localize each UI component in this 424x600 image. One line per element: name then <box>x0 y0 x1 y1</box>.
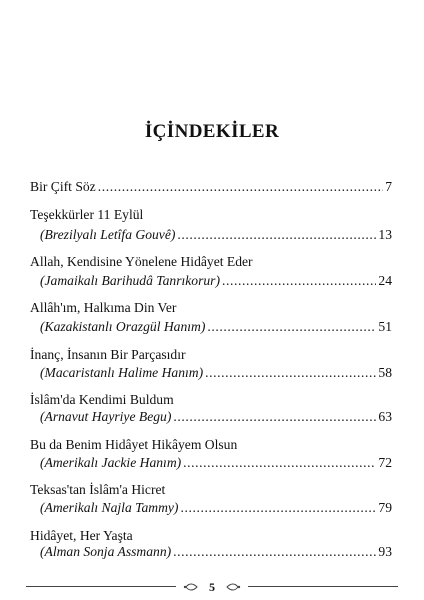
toc-entry-author: (Arnavut Hayriye Begu) <box>40 409 172 424</box>
toc-entry-title: İslâm'da Kendimi Buldum <box>30 392 174 407</box>
toc-entry-author: (Amerikalı Najla Tammy) <box>40 500 179 515</box>
toc-entry <box>30 226 392 244</box>
toc-entry-author: (Amerikalı Jackie Hanım) <box>40 455 182 470</box>
toc-entry-title: Bu da Benim Hidâyet Hikâyem Olsun <box>30 437 238 452</box>
dot-leader <box>173 408 376 426</box>
toc-entry <box>30 364 392 382</box>
toc-entry <box>30 543 392 561</box>
toc-entry-author: (Macaristanlı Halime Hanım) <box>40 365 204 380</box>
dot-leader <box>177 226 376 244</box>
toc-entry-title: Bir Çift Söz <box>30 179 96 194</box>
toc-entry-title: Hidâyet, Her Yaşta <box>30 528 133 543</box>
page-footer <box>26 579 398 595</box>
toc-entry-author: (Kazakistanlı Orazgül Hanım) <box>40 319 206 334</box>
toc-page-number: 63 <box>378 409 392 424</box>
toc-entry <box>30 178 392 196</box>
toc-page-number: 79 <box>378 500 392 515</box>
toc-entry-title: Allâh'ım, Halkıma Din Ver <box>30 300 177 315</box>
dot-leader <box>183 454 376 472</box>
toc-entry <box>30 272 392 290</box>
toc-entry-author: (Jamaikalı Barihudâ Tanrıkorur) <box>40 273 220 288</box>
toc-entry-title: İnanç, İnsanın Bir Parçasıdır <box>30 347 186 362</box>
toc-entry-author: (Brezilyalı Letîfa Gouvê) <box>40 227 176 242</box>
toc-page-number: 58 <box>378 365 392 380</box>
toc-page-number: 93 <box>378 544 392 559</box>
toc-page-number: 7 <box>385 179 392 194</box>
dot-leader <box>180 499 376 517</box>
toc-entry <box>30 454 392 472</box>
dot-leader <box>173 543 376 561</box>
ornament-right-icon <box>226 579 242 595</box>
toc-entry-title: Allah, Kendisine Yönelene Hidâyet Eder <box>30 254 253 269</box>
toc-page-number: 24 <box>378 273 392 288</box>
toc-entry <box>30 408 392 426</box>
toc-page-number: 51 <box>378 319 392 334</box>
page-number: 5 <box>209 580 215 594</box>
toc-entry <box>30 499 392 517</box>
dot-leader <box>205 364 376 382</box>
toc-entry-author: (Alman Sonja Assmann) <box>40 544 172 559</box>
toc-page-number: 72 <box>378 455 392 470</box>
page-title: İÇİNDEKİLER <box>144 121 280 142</box>
toc-entry-title: Teşekkürler 11 Eylül <box>30 207 144 222</box>
dot-leader <box>207 318 376 336</box>
toc-entry-title: Teksas'tan İslâm'a Hicret <box>30 482 166 497</box>
dot-leader <box>98 178 383 196</box>
toc-entry <box>30 318 392 336</box>
toc-page-number: 13 <box>378 227 392 242</box>
dot-leader <box>222 272 376 290</box>
